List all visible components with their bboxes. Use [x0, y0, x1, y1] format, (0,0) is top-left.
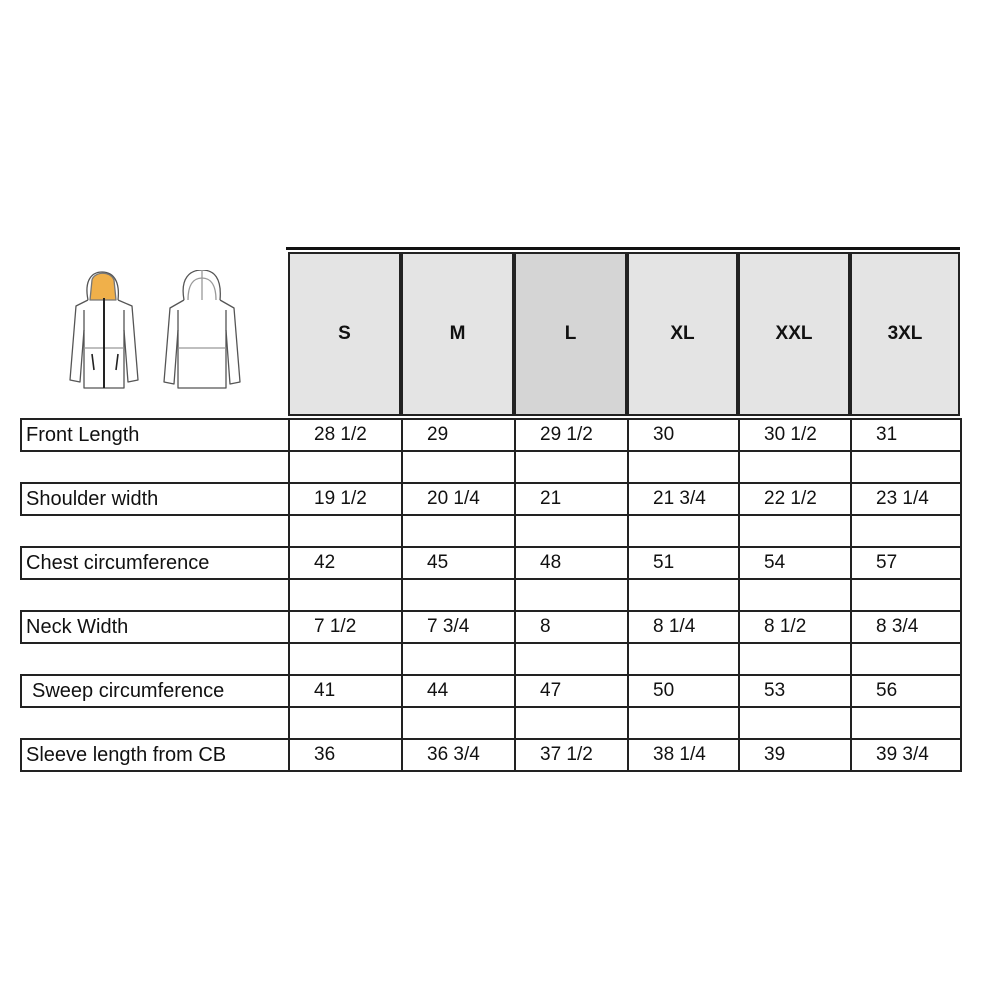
cell-value: 51: [628, 547, 739, 579]
cell-value: 48: [515, 547, 628, 579]
cell-value: 8 3/4: [851, 611, 961, 643]
table-row: [21, 483, 961, 515]
cell-value: 8: [515, 611, 628, 643]
cell-value: 38 1/4: [628, 739, 739, 771]
cell-value: 29: [402, 419, 515, 451]
size-label: XL: [670, 323, 695, 344]
cell-value: 22 1/2: [739, 483, 851, 515]
cell-value: 28 1/2: [289, 419, 402, 451]
cell-value: 44: [402, 675, 515, 707]
cell-value: 8 1/2: [739, 611, 851, 643]
size-label: L: [564, 323, 577, 344]
cell-value: 8 1/4: [628, 611, 739, 643]
cell-value: 41: [289, 675, 402, 707]
hoodie-jacket-front-back-icon: [62, 270, 248, 398]
cell-value: 7 1/2: [289, 611, 402, 643]
size-header-3xl: [850, 252, 960, 416]
spacer-row: [21, 579, 961, 611]
spacer-row: [21, 451, 961, 483]
table-row: [21, 675, 961, 707]
cell-value: 30 1/2: [739, 419, 851, 451]
cell-value: 30: [628, 419, 739, 451]
size-header-xxl: [738, 252, 850, 416]
spacer-row: [21, 515, 961, 547]
cell-value: 19 1/2: [289, 483, 402, 515]
size-header-s: [288, 252, 401, 416]
table-row: [21, 611, 961, 643]
spacer-row: [21, 643, 961, 675]
cell-value: 20 1/4: [402, 483, 515, 515]
cell-value: 53: [739, 675, 851, 707]
cell-value: 31: [851, 419, 961, 451]
cell-value: 36: [289, 739, 402, 771]
row-label: Shoulder width: [21, 483, 289, 515]
size-header-xl: [627, 252, 738, 416]
size-label: XXL: [775, 323, 813, 344]
table-row: [21, 419, 961, 451]
cell-value: 45: [402, 547, 515, 579]
cell-value: 21 3/4: [628, 483, 739, 515]
cell-value: 54: [739, 547, 851, 579]
size-label: S: [338, 323, 351, 344]
cell-value: 37 1/2: [515, 739, 628, 771]
row-label: Chest circumference: [21, 547, 289, 579]
spacer-row: [21, 707, 961, 739]
size-header-m: [401, 252, 514, 416]
table-row: [21, 739, 961, 771]
cell-value: 23 1/4: [851, 483, 961, 515]
row-label: Sweep circumference: [21, 675, 289, 707]
cell-value: 42: [289, 547, 402, 579]
cell-value: 39: [739, 739, 851, 771]
cell-value: 50: [628, 675, 739, 707]
header-top-rule: [286, 247, 960, 250]
measurement-table: [20, 418, 962, 772]
cell-value: 36 3/4: [402, 739, 515, 771]
cell-value: 7 3/4: [402, 611, 515, 643]
row-label: Neck Width: [21, 611, 289, 643]
cell-value: 57: [851, 547, 961, 579]
size-header-l: [514, 252, 627, 416]
cell-value: 29 1/2: [515, 419, 628, 451]
row-label: Sleeve length from CB: [21, 739, 289, 771]
row-label: Front Length: [21, 419, 289, 451]
size-label: 3XL: [887, 323, 923, 344]
size-label: M: [449, 323, 466, 344]
cell-value: 39 3/4: [851, 739, 961, 771]
cell-value: 47: [515, 675, 628, 707]
cell-value: 56: [851, 675, 961, 707]
cell-value: 21: [515, 483, 628, 515]
table-row: [21, 547, 961, 579]
